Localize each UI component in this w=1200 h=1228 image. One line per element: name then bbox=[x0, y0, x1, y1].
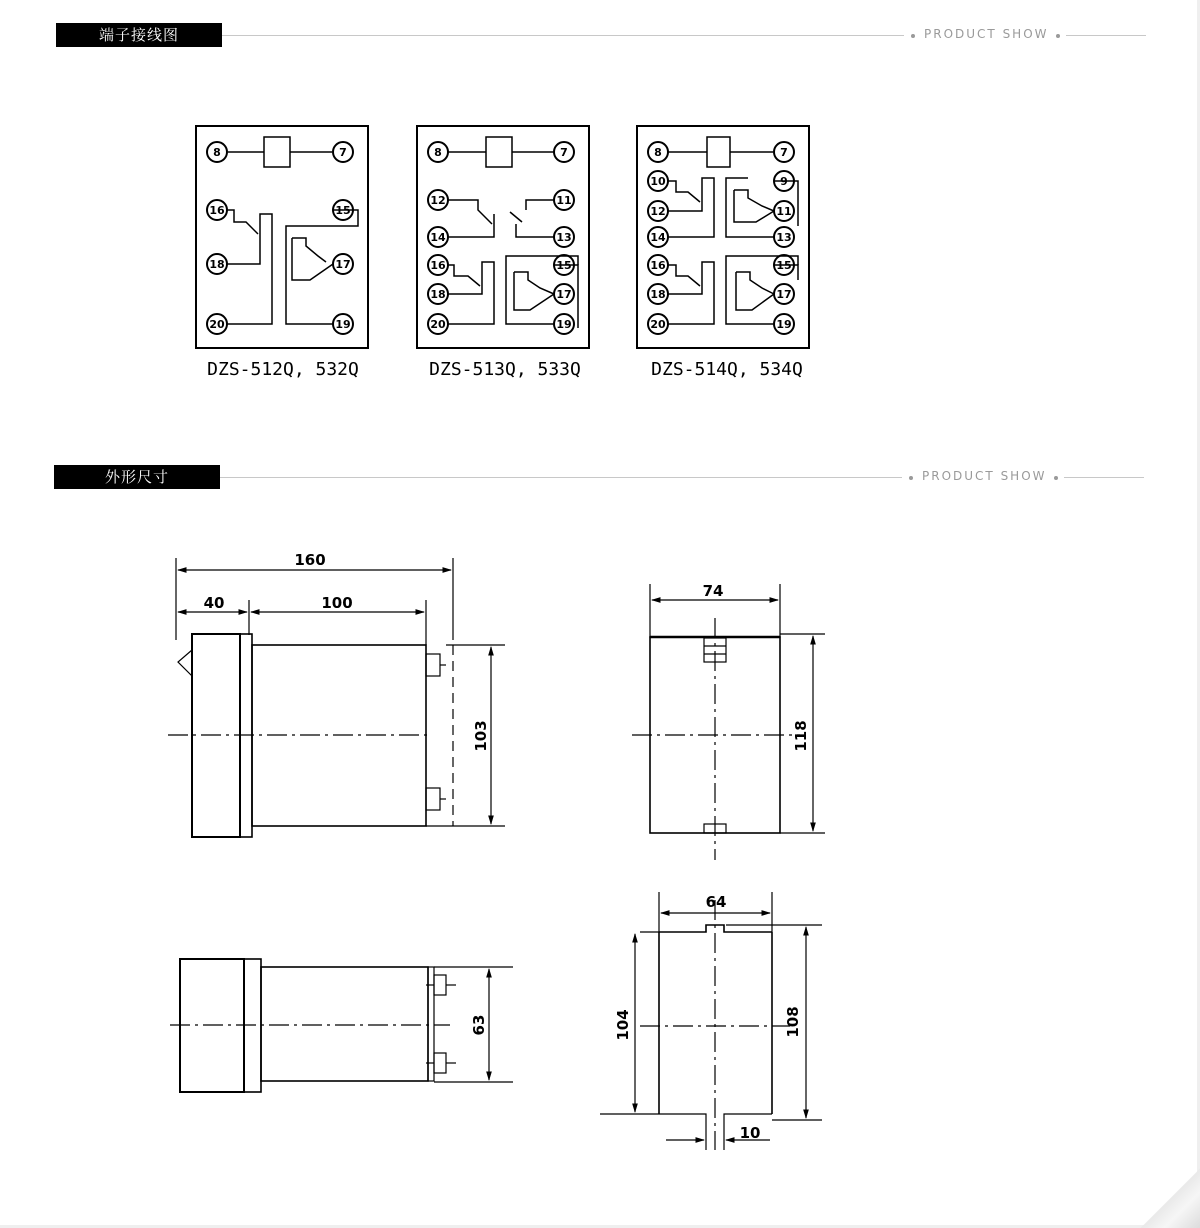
pin-label: 7 bbox=[560, 146, 568, 159]
pin-label: 14 bbox=[650, 231, 666, 244]
pin-label: 19 bbox=[335, 318, 351, 331]
pin-label: 18 bbox=[209, 258, 225, 271]
pin-label: 17 bbox=[335, 258, 351, 271]
pin-label: 13 bbox=[556, 231, 572, 244]
section-rule bbox=[220, 477, 902, 478]
wiring-diagrams bbox=[0, 0, 1200, 430]
panel-cutout-labels bbox=[614, 893, 802, 1142]
side-view-labels bbox=[204, 551, 490, 752]
pin-label: 18 bbox=[650, 288, 666, 301]
wiring-diagram-1 bbox=[196, 126, 368, 348]
wiring-diagram-2-labels bbox=[429, 146, 581, 380]
pin-label: 15 bbox=[776, 259, 792, 272]
dim-front-height: 118 bbox=[792, 720, 810, 752]
pin-label: 11 bbox=[556, 194, 572, 207]
page-curl bbox=[1140, 1168, 1200, 1228]
dimension-drawings bbox=[0, 520, 1200, 1180]
divider-dot bbox=[1054, 476, 1058, 480]
pin-label: 11 bbox=[776, 205, 792, 218]
pin-label: 15 bbox=[335, 204, 351, 217]
dim-cutout-width: 64 bbox=[705, 893, 727, 911]
pin-label: 8 bbox=[434, 146, 442, 159]
section-tag-wiring: PRODUCT SHOW bbox=[924, 27, 1049, 41]
pin-label: 12 bbox=[650, 205, 666, 218]
pin-label: 15 bbox=[556, 259, 572, 272]
pin-label: 19 bbox=[556, 318, 572, 331]
pin-label: 20 bbox=[430, 318, 446, 331]
section-rule bbox=[1064, 477, 1144, 478]
dim-overall-length: 160 bbox=[294, 551, 326, 569]
model-label: DZS-512Q, 532Q bbox=[207, 359, 359, 380]
dim-top-height: 63 bbox=[470, 1014, 488, 1036]
dim-cutout-notch: 10 bbox=[739, 1124, 761, 1142]
pin-label: 16 bbox=[430, 259, 446, 272]
model-label: DZS-514Q, 534Q bbox=[651, 359, 803, 380]
dim-front-width: 74 bbox=[702, 582, 724, 600]
pin-label: 9 bbox=[780, 175, 788, 188]
pin-label: 19 bbox=[776, 318, 792, 331]
pin-label: 10 bbox=[650, 175, 666, 188]
pin-label: 17 bbox=[556, 288, 572, 301]
pin-label: 8 bbox=[654, 146, 662, 159]
divider-dot bbox=[909, 476, 913, 480]
pin-label: 7 bbox=[780, 146, 788, 159]
section-tag-dimensions: PRODUCT SHOW bbox=[922, 469, 1047, 483]
pin-label: 20 bbox=[650, 318, 666, 331]
model-label: DZS-513Q, 533Q bbox=[429, 359, 581, 380]
dim-body-length: 100 bbox=[321, 594, 353, 612]
dim-height: 103 bbox=[472, 720, 490, 752]
dim-cutout-inner-height: 104 bbox=[614, 1009, 632, 1041]
pin-label: 8 bbox=[213, 146, 221, 159]
top-view-labels bbox=[470, 1015, 488, 1036]
wiring-diagram-1-labels bbox=[207, 146, 359, 380]
pin-label: 12 bbox=[430, 194, 446, 207]
pin-label: 17 bbox=[776, 288, 792, 301]
top-view-drawing bbox=[170, 959, 513, 1092]
dim-cutout-outer-height: 108 bbox=[784, 1006, 802, 1038]
section-header-dimensions bbox=[0, 465, 1200, 495]
pin-label: 14 bbox=[430, 231, 446, 244]
front-view-labels bbox=[703, 582, 810, 752]
pin-label: 16 bbox=[650, 259, 666, 272]
pin-label: 16 bbox=[209, 204, 225, 217]
pin-label: 7 bbox=[339, 146, 347, 159]
section-title-dimensions: 外形尺寸 bbox=[54, 465, 220, 489]
pin-label: 20 bbox=[209, 318, 225, 331]
pin-label: 13 bbox=[776, 231, 792, 244]
section-title-wiring: 端子接线图 bbox=[56, 23, 222, 47]
dim-front-depth: 40 bbox=[203, 594, 225, 612]
pin-label: 18 bbox=[430, 288, 446, 301]
